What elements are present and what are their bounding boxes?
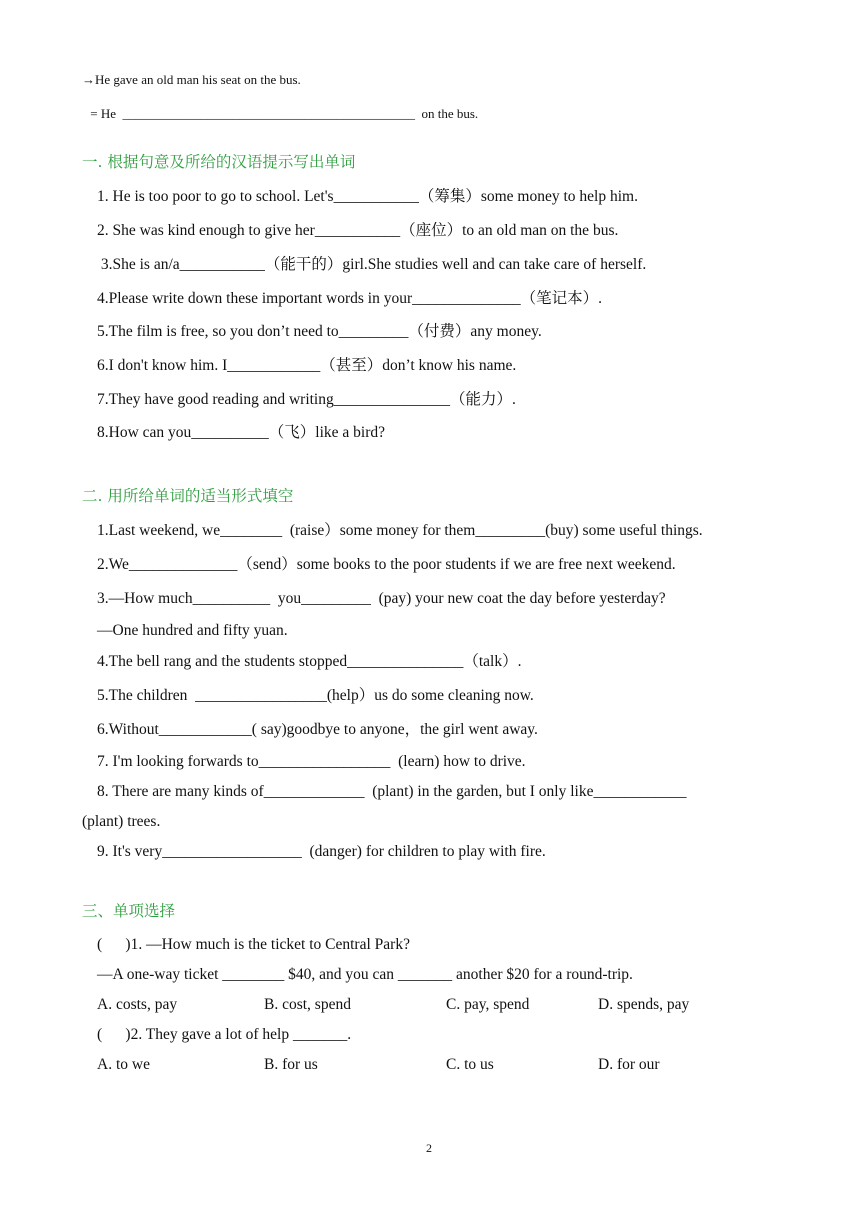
section-3-heading: 三、单项选择 <box>82 902 176 920</box>
section-1-item-6: 6.I don't know him. I____________（甚至）don’t know his name. <box>97 357 517 374</box>
question-1-option-a: A. costs, pay <box>97 996 178 1013</box>
page-number: 2 <box>426 1141 432 1155</box>
section-2-item-4: 4.The bell rang and the students stopped_______________（talk）. <box>97 653 522 670</box>
question-2-stem: ( )2. They gave a lot of help _______. <box>97 1026 352 1043</box>
section-1-item-4: 4.Please write down these important words in your______________（笔记本）. <box>97 290 602 307</box>
section-2-item-1: 1.Last weekend, we________ (raise）some money for them_________(buy) some useful things. <box>97 522 703 539</box>
section-2-item-5: 5.The children _________________(help）us do some cleaning now. <box>97 687 534 704</box>
question-1-option-b: B. cost, spend <box>264 996 351 1013</box>
section-2-item-2: 2.We______________（send）some books to the poor students if we are free next weekend. <box>97 556 676 573</box>
section-1-item-1: 1. He is too poor to go to school. Let's___________（筹集）some money to help him. <box>97 188 638 205</box>
question-2-option-b: B. for us <box>264 1056 318 1073</box>
question-1-option-d: D. spends, pay <box>598 996 690 1013</box>
question-2-option-c: C. to us <box>446 1056 494 1073</box>
section-1-item-8: 8.How can you__________（飞）like a bird? <box>97 424 385 441</box>
section-1-item-2: 2. She was kind enough to give her___________（座位）to an old man on the bus. <box>97 222 619 239</box>
section-1-item-3: 3.She is an/a___________（能干的）girl.She studies well and can take care of herself. <box>97 256 647 273</box>
section-2-item-6: 6.Without____________( say)goodbye to anyone，the girl went away. <box>97 721 538 738</box>
section-1-heading: 一. 根据句意及所给的汉语提示写出单词 <box>82 153 356 171</box>
section-2-heading: 二. 用所给单词的适当形式填空 <box>82 487 294 505</box>
section-2-item-3-answer: —One hundred and fifty yuan. <box>97 622 288 639</box>
section-2-item-7: 7. I'm looking forwards to_________________ (learn) how to drive. <box>97 753 526 770</box>
section-2-item-9: 9. It's very__________________ (danger) for children to play with fire. <box>97 843 546 860</box>
question-1-stem: ( )1. —How much is the ticket to Central Park? <box>97 936 410 953</box>
intro-line-1: →He gave an old man his seat on the bus. <box>82 72 301 87</box>
question-2-option-a: A. to we <box>97 1056 150 1073</box>
question-2-option-d: D. for our <box>598 1056 660 1073</box>
question-1-line-2: —A one-way ticket ________ $40, and you can _______ another $20 for a round-trip. <box>97 966 633 983</box>
section-2-item-8-cont: (plant) trees. <box>82 813 161 830</box>
question-1-option-c: C. pay, spend <box>446 996 530 1013</box>
section-2-item-3: 3.—How much__________ you_________ (pay) your new coat the day before yesterday? <box>97 590 666 607</box>
intro-line-2: = He _____________________________________________ on the bus. <box>87 106 479 121</box>
section-1-item-5: 5.The film is free, so you don’t need to_________（付费）any money. <box>97 323 542 340</box>
section-1-item-7: 7.They have good reading and writing_______________（能力）. <box>97 391 516 408</box>
section-2-item-8: 8. There are many kinds of_____________ (plant) in the garden, but I only like____________ <box>97 783 687 800</box>
